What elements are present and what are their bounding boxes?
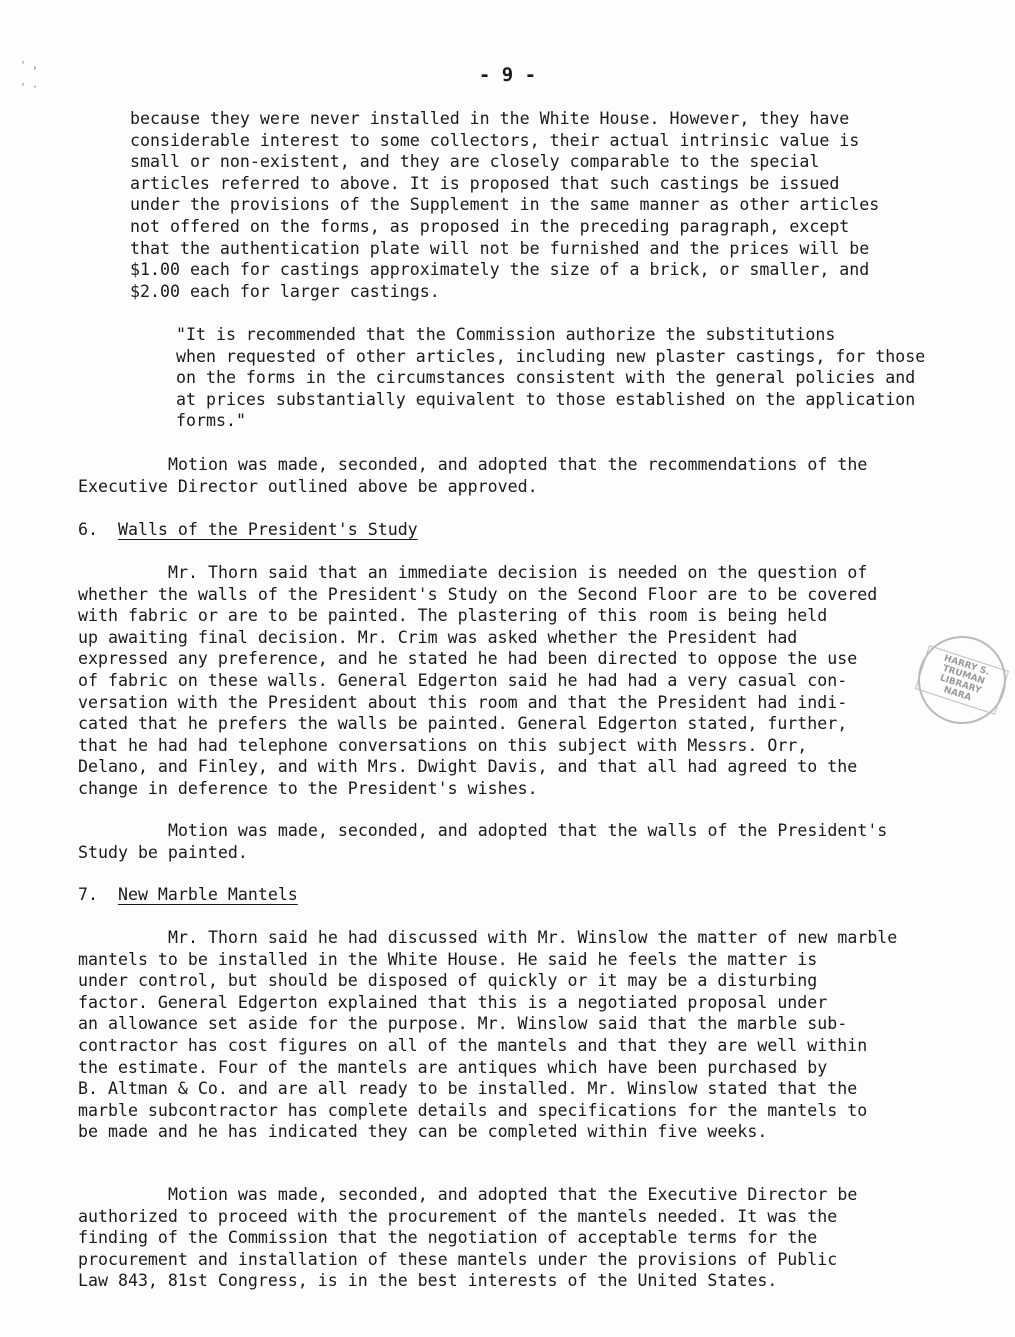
page-number: - 9 - <box>478 64 537 86</box>
paragraph-castings <box>130 108 879 302</box>
text-line: of fabric on these walls. General Edgerton said he had had a very casual con- <box>78 670 848 690</box>
paragraph-motion-recommendations <box>78 454 867 497</box>
text-line: Law 843, 81st Congress, is in the best interests of the United States. <box>78 1271 778 1291</box>
text-line: mantels to be installed in the White House. He said he feels the matter is <box>78 949 818 969</box>
text-line: Motion was made, seconded, and adopted that the recommendations of the <box>168 455 868 474</box>
text-line: change in deference to the President's wishes. <box>78 778 538 798</box>
text-line: marble subcontractor has complete details and specifications for the mantels to <box>78 1100 868 1120</box>
text-line: Mr. Thorn said he had discussed with Mr. Winslow the matter of new marble <box>168 928 898 947</box>
text-line: Delano, and Finley, and with Mrs. Dwight Davis, and that all had agreed to the <box>78 757 858 777</box>
section-title: New Marble Mantels <box>117 885 298 904</box>
text-line: expressed any preference, and he stated he had been directed to oppose the use <box>78 649 858 669</box>
text-line: "It is recommended that the Commission authorize the substitutions <box>176 325 836 344</box>
text-line: authorized to proceed with the procurement of the mantels needed. It was the <box>78 1206 838 1226</box>
text-line: B. Altman & Co. and are all ready to be installed. Mr. Winslow stated that the <box>78 1079 858 1099</box>
text-line: cated that he prefers the walls be painted. General Edgerton stated, further, <box>78 714 848 734</box>
text-line: Motion was made, seconded, and adopted that the Executive Director be <box>168 1185 858 1204</box>
section-number: 6. <box>78 520 98 539</box>
text-line: factor. General Edgerton explained that this is a negotiated proposal under <box>78 992 828 1012</box>
text-line: whether the walls of the President's Study on the Second Floor are to be covered <box>78 584 878 604</box>
text-line: on the forms in the circumstances consistent with the general policies and <box>176 368 916 388</box>
paragraph-mantels <box>78 927 897 1143</box>
text-line: contractor has cost figures on all of the mantels and that they are well within <box>78 1035 868 1055</box>
section-heading-walls <box>78 519 418 541</box>
text-line: when requested of other articles, including new plaster castings, for those <box>176 346 926 366</box>
text-line: Motion was made, seconded, and adopted that the walls of the President's <box>168 821 888 840</box>
text-line: be made and he has indicated they can be completed within five weeks. <box>78 1122 768 1142</box>
text-line: procurement and installation of these mantels under the provisions of Public <box>78 1249 838 1269</box>
paragraph-motion-walls <box>78 820 887 863</box>
text-line: an allowance set aside for the purpose. Mr. Winslow said that the marble sub- <box>78 1014 848 1034</box>
paragraph-walls <box>78 562 877 800</box>
text-line: versation with the President about this room and that the President had indi- <box>78 692 848 712</box>
text-line: Study be painted. <box>78 842 248 862</box>
archive-stamp <box>907 625 1015 736</box>
text-line: not offered on the forms, as proposed in the preceding paragraph, except <box>130 216 850 236</box>
text-line: under the provisions of the Supplement in the same manner as other articles <box>130 195 880 215</box>
text-line: with fabric or are to be painted. The plastering of this room is being held <box>78 606 828 626</box>
text-line: that he had had telephone conversations on this subject with Messrs. Orr, <box>78 735 808 755</box>
paragraph-recommendation <box>176 324 925 432</box>
section-number: 7. <box>78 885 98 904</box>
text-line: $2.00 each for larger castings. <box>130 281 440 301</box>
text-line: finding of the Commission that the negotiation of acceptable terms for the <box>78 1228 818 1248</box>
text-line: forms." <box>176 411 246 431</box>
text-line: small or non-existent, and they are closely comparable to the special <box>130 152 820 172</box>
text-line: $1.00 each for castings approximately the size of a brick, or smaller, and <box>130 260 870 280</box>
section-heading-mantels <box>78 884 298 906</box>
paragraph-motion-mantels <box>78 1184 857 1292</box>
section-title: Walls of the President's Study <box>117 520 418 539</box>
text-line: Executive Director outlined above be approved. <box>78 476 538 496</box>
text-line: because they were never installed in the White House. However, they have <box>130 109 850 128</box>
text-line: up awaiting final decision. Mr. Crim was asked whether the President had <box>78 627 798 647</box>
text-line: the estimate. Four of the mantels are antiques which have been purchased by <box>78 1057 828 1077</box>
text-line: articles referred to above. It is proposed that such castings be issued <box>130 173 840 193</box>
text-line: considerable interest to some collectors, their actual intrinsic value is <box>130 130 860 150</box>
text-line: Mr. Thorn said that an immediate decision is needed on the question of <box>168 563 868 582</box>
text-line: under control, but should be disposed of quickly or it may be a disturbing <box>78 971 818 991</box>
scan-specks: ' , ' · <box>20 60 39 93</box>
archive-stamp-text: HARRY S. TRUMAN LIBRARY NARA <box>915 645 1009 715</box>
text-line: at prices substantially equivalent to those established on the application <box>176 389 916 409</box>
text-line: that the authentication plate will not be furnished and the prices will be <box>130 238 870 258</box>
